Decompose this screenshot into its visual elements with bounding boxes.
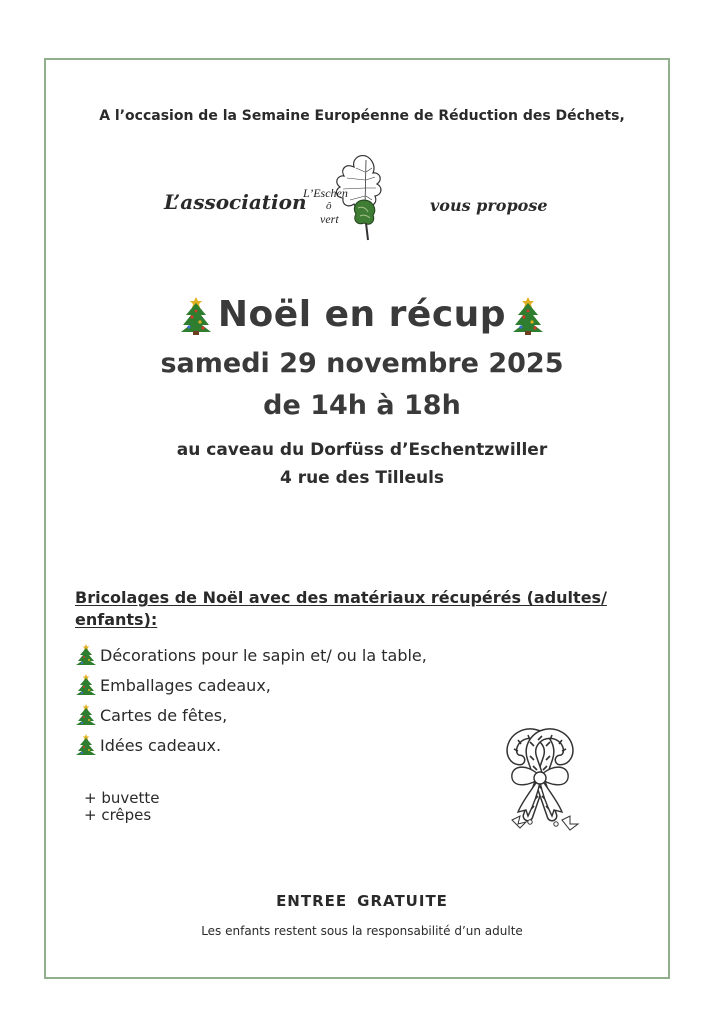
supervision-notice: Les enfants restent sous la responsabilité d’un adulte xyxy=(201,924,523,938)
christmas-tree-icon xyxy=(74,703,98,727)
list-item xyxy=(74,700,427,730)
christmas-tree-icon xyxy=(74,673,98,697)
crafts-list xyxy=(74,640,427,760)
crafts-heading-line2: enfants) xyxy=(75,610,151,629)
event-date: samedi 29 novembre 2025 xyxy=(160,348,564,379)
free-entry-word1: ENTREE xyxy=(276,892,348,910)
logo-text-line1: L’Eschen xyxy=(303,186,348,200)
free-entry-word2: GRATUITE xyxy=(357,892,448,910)
event-title-row xyxy=(0,294,724,335)
crafts-heading-line1: Bricolages de Noël avec des matériaux récupérés (adultes/ xyxy=(75,588,607,607)
list-item xyxy=(74,730,427,760)
free-entry-label xyxy=(0,892,724,910)
logo-text-line2: ô xyxy=(326,200,332,212)
logo-text-line3: vert xyxy=(320,212,339,226)
event-title: Noël en récup xyxy=(217,294,507,335)
candy-cane-bow-icon xyxy=(490,716,590,834)
proposal-label: vous propose xyxy=(430,196,548,215)
event-address: 4 rue des Tilleuls xyxy=(279,468,445,488)
event-time: de 14h à 18h xyxy=(263,390,461,421)
crafts-heading-colon: : xyxy=(150,610,158,629)
list-item-label: Emballages cadeaux, xyxy=(100,675,271,695)
extras-list xyxy=(84,790,159,824)
event-venue: au caveau du Dorfüss d’Eschentzwiller xyxy=(176,440,548,460)
list-item-label: Cartes de fêtes, xyxy=(100,705,228,725)
list-item-label: Idées cadeaux. xyxy=(100,735,222,755)
list-item xyxy=(74,670,427,700)
occasion-text: A l’occasion de la Semaine Européenne de Réduction des Déchets, xyxy=(99,108,625,124)
christmas-tree-icon xyxy=(74,733,98,757)
christmas-tree-icon xyxy=(178,295,214,335)
christmas-tree-icon xyxy=(74,643,98,667)
list-item xyxy=(74,640,427,670)
association-label: L’association xyxy=(164,190,307,214)
christmas-tree-icon xyxy=(510,295,546,335)
crafts-heading xyxy=(75,587,635,631)
list-item-label: Décorations pour le sapin et/ ou la table, xyxy=(100,645,427,665)
extra-item-crepes: + crêpes xyxy=(84,806,152,824)
extra-item-buvette: + buvette xyxy=(84,789,160,807)
